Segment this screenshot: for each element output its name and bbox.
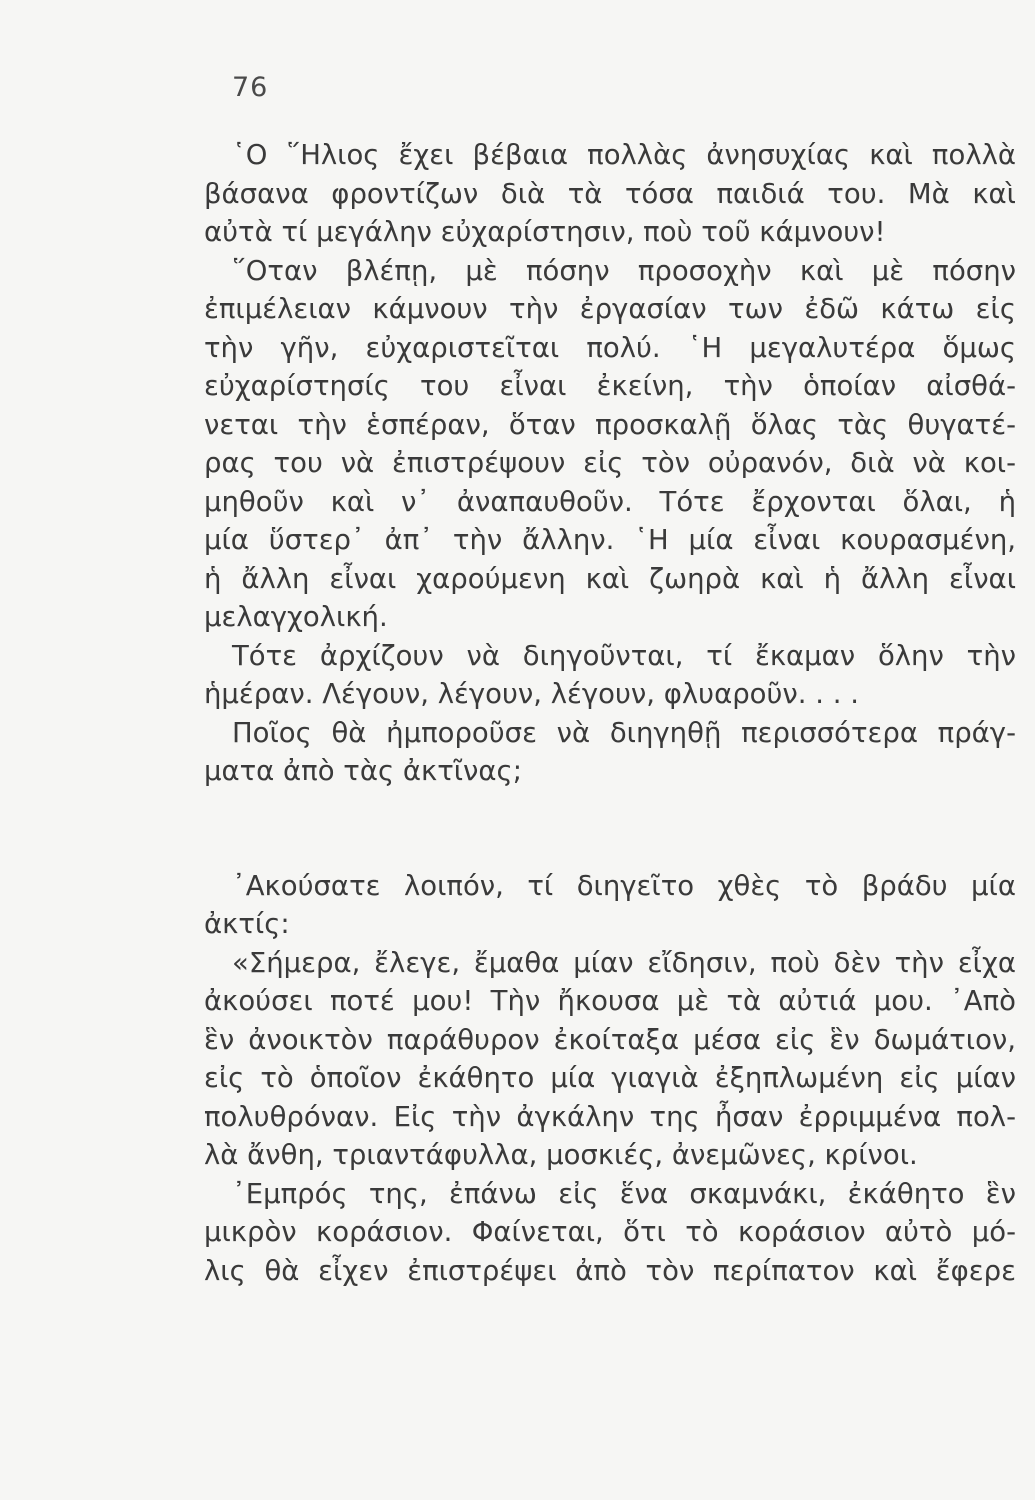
text-line: ᾿Ακούσατε λοιπόν, τί διηγεῖτο χθὲς τὸ βράδυ μία <box>232 869 1016 902</box>
text-line: ἓν ἀνοικτὸν παράθυρον ἐκοίταξα μέσα εἰς ἓν δωμάτιον, <box>204 1023 1016 1056</box>
text-line: ἐπιμέλειαν κάμνουν τὴν ἐργασίαν των ἐδῶ κάτω εἰς <box>204 293 1016 325</box>
text-line: λὰ ἄνθη, τριαντάφυλλα, μοσκιές, ἀνεμῶνες, κρίνοι. <box>204 1139 918 1171</box>
text-line: εἰς τὸ ὁποῖον ἐκάθητο μία γιαγιὰ ἐξηπλωμένη εἰς μίαν <box>204 1062 1016 1094</box>
text-line: εὐχαρίστησίς του εἶναι ἐκείνη, τὴν ὁποίαν αἰσθά- <box>204 370 1016 402</box>
text-line: «Σήμερα, ἔλεγε, ἔμαθα μίαν εἴδησιν, ποὺ δὲν τὴν εἶχα <box>232 946 1016 979</box>
text-line: Ποῖος θὰ ἠμποροῦσε νὰ διηγηθῇ περισσότερα πράγ- <box>232 716 1016 749</box>
body-text <box>204 136 1016 1290</box>
text-line: λις θὰ εἶχεν ἐπιστρέψει ἀπὸ τὸν περίπατον καὶ ἔφερε <box>204 1254 1016 1287</box>
text-line: ᾿Εμπρός της, ἐπάνω εἰς ἕνα σκαμνάκι, ἐκάθητο ἓν <box>232 1177 1016 1210</box>
text-line: πολυθρόναν. Εἰς τὴν ἀγκάλην της ἦσαν ἐρριμμένα πολ- <box>204 1100 1016 1133</box>
text-line: ἡ ἄλλη εἶναι χαρούμενη καὶ ζωηρὰ καὶ ἡ ἄλλη εἶναι <box>204 562 1016 595</box>
text-line: τὴν γῆν, εὐχαριστεῖται πολύ. ῾Η μεγαλυτέρα ὅμως <box>204 331 1016 364</box>
text-line: ῾Ο ῞Ηλιος ἔχει βέβαια πολλὰς ἀνησυχίας καὶ πολλὰ <box>232 139 1016 171</box>
text-line: αὐτὰ τί μεγάλην εὐχαρίστησιν, ποὺ τοῦ κάμνουν! <box>204 216 886 248</box>
text-line: ῞Οταν βλέπῃ, μὲ πόσην προσοχὴν καὶ μὲ πόσην <box>232 254 1016 287</box>
text-line: ματα ἀπὸ τὰς ἀκτῖνας; <box>204 755 522 787</box>
text-line: ἀκούσει ποτέ μου! Τὴν ἤκουσα μὲ τὰ αὐτιά μου. ᾿Απὸ <box>204 985 1016 1017</box>
text-line: μελαγχολική. <box>204 601 388 633</box>
text-line: Τότε ἀρχίζουν νὰ διηγοῦνται, τί ἔκαμαν ὅλην τὴν <box>232 639 1016 672</box>
text-line: ἡμέραν. Λέγουν, λέγουν, λέγουν, φλυαροῦν. . . . <box>204 678 859 710</box>
text-line: βάσανα φροντίζων διὰ τὰ τόσα παιδιά του. Μὰ καὶ <box>204 177 1016 210</box>
page-number: 76 <box>232 72 269 103</box>
text-line: μία ὕστερ᾿ ἀπ᾿ τὴν ἄλλην. ῾Η μία εἶναι κουρασμένη, <box>204 524 1016 556</box>
text-line: μηθοῦν καὶ ν᾿ ἀναπαυθοῦν. Τότε ἔρχονται ὅλαι, ἡ <box>204 485 1016 518</box>
text-line: μικρὸν κοράσιον. Φαίνεται, ὅτι τὸ κοράσιον αὐτὸ μό- <box>204 1216 1016 1248</box>
text-line: ρας του νὰ ἐπιστρέψουν εἰς τὸν οὐρανόν, διὰ νὰ κοι- <box>204 447 1016 479</box>
text-line: ἀκτίς: <box>204 908 290 940</box>
text-line: νεται τὴν ἑσπέραν, ὅταν προσκαλῇ ὅλας τὰς θυγατέ- <box>204 408 1016 441</box>
section-gap <box>204 791 1016 867</box>
